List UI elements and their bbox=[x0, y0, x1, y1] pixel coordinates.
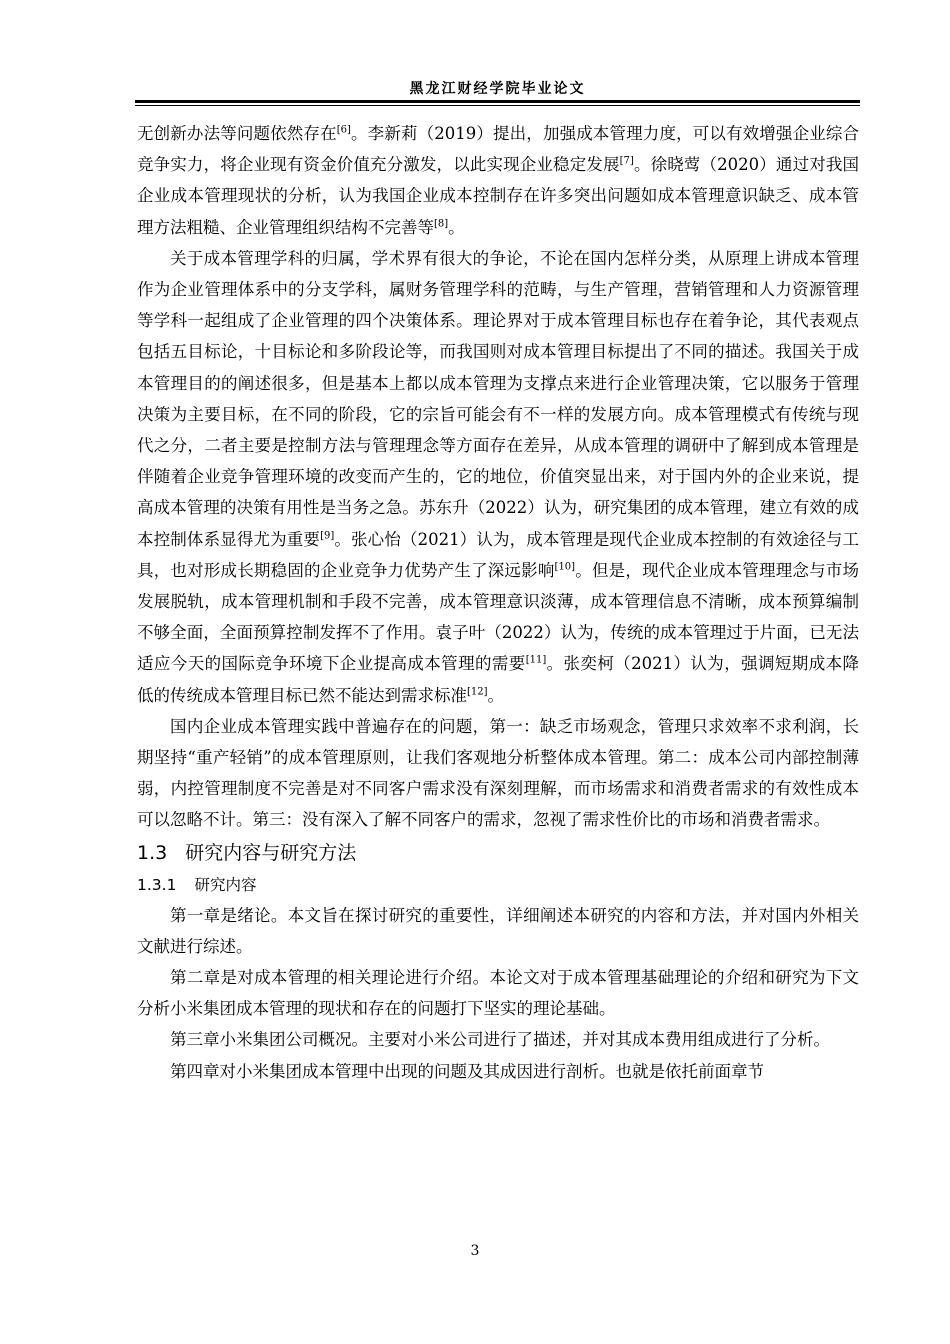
text-run: 。徐晓莺（2020）通过对我国企业成本管理现状的分析，认为我国企业成本控制存在许多突出问题如成本管理意识缺乏、成本管理方法粗糙、企业管理组织结构不完善等 bbox=[137, 155, 859, 237]
running-header: 黑龙江财经学院毕业论文 bbox=[409, 81, 586, 97]
text-run: 。 bbox=[448, 217, 465, 237]
subsection-heading-1-3-1 bbox=[137, 870, 859, 900]
citation-11: [11] bbox=[525, 654, 547, 666]
text-run: 无创新办法等问题依然存在 bbox=[137, 124, 337, 143]
text-run: 关于成本管理学科的归属，学术界有很大的争论，不论在国内怎样分类，从原理上讲成本管理作为企业管理体系中的分支学科，属财务管理学科的范畴，与生产管理，营销管理和人力资源管理等学科一起组成了企业管理的四个决策体系。理论界对于成本管理目标也存在着争论，其代表观点包括五目标论，十目标论和多阶段论等，而我国则对成本管理目标提出了不同的描述。我国关于成本管理目的的阐述很多，但是基本上都以成本管理为支撑点来进行企业管理决策，它以服务于管理决策为主要目标，在不同的阶段，它的宗旨可能会有不一样的发展方向。成本管理模式有传统与现代之分，二者主要是控制方法与管理理念等方面存在差异，从成本管理的调研中了解到成本管理是伴随着企业竞争管理环境的改变而产生的，它的地位，价值突显出来，对于国内外的企业来说，提高成本管理的决策有用性是当务之急。苏东升（2022）认为，研究集团的成本管理，建立有效的成本控制体系显得尤为重要 bbox=[137, 248, 859, 549]
section-title: 研究内容与研究方法 bbox=[185, 841, 357, 864]
subsection-title: 研究内容 bbox=[194, 875, 257, 894]
subsection-number: 1.3.1 bbox=[137, 875, 177, 894]
header-rule-thick bbox=[135, 100, 860, 103]
text-run: 。李新莉（2019）提出，加强成本管理力度，可以有效增强企业综合竞争实力，将企业现有资金价值充分激发，以此实现企业稳定发展 bbox=[137, 124, 860, 175]
paragraph-6: 第三章小米集团公司概况。主要对小米公司进行了描述，并对其成本费用组成进行了分析。 bbox=[170, 1030, 830, 1050]
citation-6: [6] bbox=[336, 124, 351, 136]
section-heading-1-3 bbox=[137, 836, 859, 870]
paragraph-7: 第四章对小米集团成本管理中出现的问题及其成因进行剖析。也就是依托前面章节 bbox=[170, 1061, 764, 1081]
paragraph-3: 国内企业成本管理实践中普遍存在的问题，第一：缺乏市场观念，管理只求效率不求利润，长期坚持“重产轻销”的成本管理原则，让我们客观地分析整体成本管理。第二：成本公司内部控制薄弱，内控管理制度不完善是对不同客户需求没有深刻理解，而市场需求和消费者需求的有效性成本可以忽略不计。第三：没有深入了解不同客户的需求，忽视了需求性价比的市场和消费者需求。 bbox=[137, 716, 859, 830]
section-number: 1.3 bbox=[137, 841, 168, 864]
paragraph-4: 第一章是绪论。本文旨在探讨研究的重要性，详细阐述本研究的内容和方法，并对国内外相关文献进行综述。 bbox=[137, 905, 859, 956]
header-rule-thin bbox=[135, 105, 860, 106]
text-run: 。张心怡（2021）认为，成本管理是现代企业成本控制的有效途径与工具，也对形成长期稳固的企业竞争力优势产生了深远影响 bbox=[137, 529, 860, 580]
citation-10: [10] bbox=[554, 561, 576, 573]
paragraph-1 bbox=[137, 118, 859, 243]
citation-9: [9] bbox=[320, 530, 335, 542]
text-run: 。但是，现代企业成本管理理念与市场发展脱轨，成本管理机制和手段不完善，成本管理意识淡薄，成本管理信息不清晰，成本预算编制不够全面，全面预算控制发挥不了作用。袁子叶（2022）认为，传统的成本管理过于片面，已无法适应今天的国际竞争环境下企业提高成本管理的需要 bbox=[137, 560, 860, 674]
paragraph-2 bbox=[137, 243, 859, 711]
citation-12: [12] bbox=[467, 686, 488, 698]
text-run: 。 bbox=[487, 685, 505, 705]
page-number: 3 bbox=[470, 1243, 480, 1259]
citation-7: [7] bbox=[619, 155, 634, 167]
citation-8: [8] bbox=[434, 218, 449, 230]
text-run: 。张奕柯（2021）认为，强调短期成本降低的传统成本管理目标已然不能达到需求标准 bbox=[137, 654, 859, 705]
body-text bbox=[137, 118, 859, 1087]
paragraph-5: 第二章是对成本管理的相关理论进行介绍。本论文对于成本管理基础理论的介绍和研究为下文分析小米集团成本管理的现状和存在的问题打下坚实的理论基础。 bbox=[137, 968, 859, 1019]
